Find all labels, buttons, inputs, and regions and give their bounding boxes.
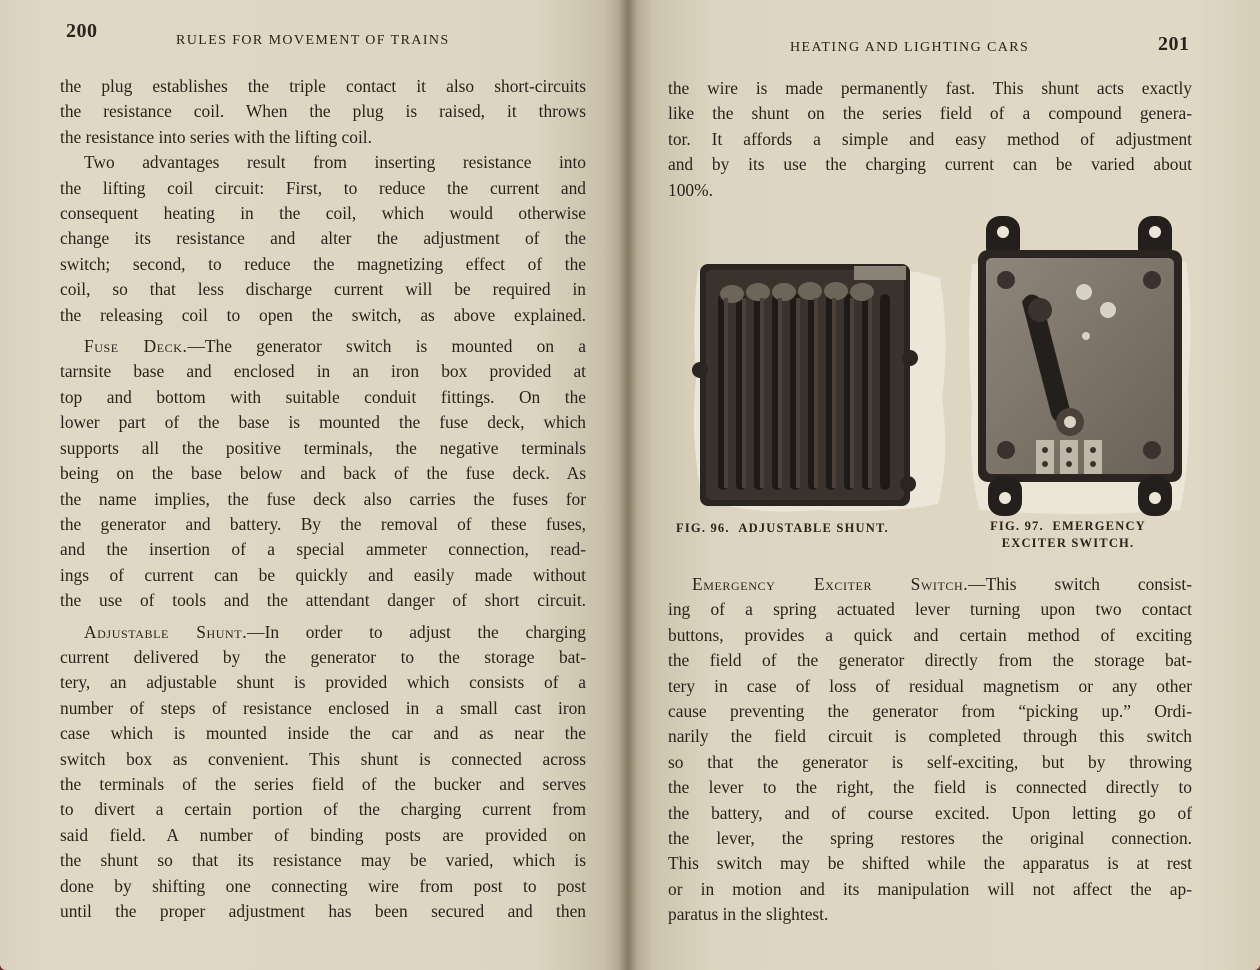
text-line: the generator and battery. By the removal of these fuses,	[60, 513, 586, 534]
paragraph-start-line	[60, 334, 586, 359]
text-line: the plug establishes the triple contact it also short-circuits	[60, 76, 586, 96]
adjustable-shunt-illustration	[688, 258, 950, 520]
text-line: the terminals of the series field of the bucker and serves	[60, 773, 586, 794]
text-line: to divert a certain portion of the charging current from	[60, 799, 586, 820]
text-line: tarnsite base and enclosed in an iron box provided at	[60, 361, 586, 382]
figure-97-number: FIG. 97.	[990, 519, 1044, 533]
right-top-text	[668, 76, 1192, 203]
text-line: like the shunt on the series field of a compound genera-	[668, 103, 1192, 124]
section-heading-emergency-exciter-switch: Emergency Exciter Switch.	[692, 574, 969, 594]
paragraph-start-line	[60, 620, 586, 645]
text-line: the lifting coil circuit: First, to reduce the current and	[60, 177, 586, 198]
text-line: switch; second, to reduce the magnetizing effect of the	[60, 253, 586, 274]
right-bottom-text	[668, 572, 1192, 928]
text-line: 100%.	[668, 179, 713, 200]
text-line: Two advantages result from inserting resistance into	[84, 152, 586, 173]
text-line: the use of tools and the attendant danger of short circuit.	[60, 590, 586, 611]
text-line: the lever, the spring restores the original connection.	[668, 828, 1192, 849]
text-line: tery in case of loss of residual magnetism or any other	[668, 675, 1192, 696]
text-line: the name implies, the fuse deck also carries the fuses for	[60, 488, 586, 509]
text-line: number of steps of resistance enclosed in a small cast iron	[60, 697, 586, 718]
text-line: paratus in the slightest.	[668, 904, 829, 925]
figure-96-number: FIG. 96.	[676, 521, 730, 535]
text-line: the resistance into series with the lifting coil.	[60, 126, 372, 147]
text-line: —The generator switch is mounted on a	[187, 336, 586, 357]
page-number: 200	[66, 20, 98, 42]
text-line: current delivered by the generator to the storage bat-	[60, 646, 586, 667]
figure-96-title: ADJUSTABLE SHUNT.	[738, 521, 889, 535]
text-line: —This switch consist-	[968, 574, 1192, 594]
text-line: until the proper adjustment has been secured and then	[60, 901, 586, 921]
text-line: the resistance coil. When the plug is raised, it throws	[60, 101, 586, 122]
text-line: the wire is made permanently fast. This shunt acts exactly	[668, 78, 1192, 98]
left-body-text	[60, 74, 586, 924]
text-line: —In order to adjust the charging	[247, 621, 586, 642]
section-heading-adjustable-shunt: Adjustable Shunt.	[84, 621, 248, 642]
text-line: the shunt so that its resistance may be varied, which is	[60, 850, 586, 871]
text-line: top and bottom with suitable conduit fittings. On the	[60, 386, 586, 407]
text-line: the lever to the right, the field is connected directly to	[668, 777, 1192, 798]
figure-plates	[688, 258, 1198, 520]
text-line: narily the field circuit is completed through this switch	[668, 726, 1192, 747]
left-page	[0, 0, 628, 970]
figure-96-caption	[676, 520, 938, 537]
text-line: the battery, and of course excited. Upon letting go of	[668, 802, 1192, 823]
text-line: the field of the generator directly from the storage bat-	[668, 650, 1192, 671]
text-line: being on the base below and back of the fuse deck. As	[60, 463, 586, 484]
text-line: tor. It affords a simple and easy method of adjustment	[668, 128, 1192, 149]
text-line: the releasing coil to open the switch, as above explained.	[60, 304, 586, 325]
text-line: consequent heating in the coil, which would otherwise	[60, 203, 586, 224]
figure-97-title-line1: EMERGENCY	[1052, 519, 1146, 533]
text-line: ing of a spring actuated lever turning upon two contact	[668, 599, 1192, 620]
text-line: buttons, provides a quick and certain method of exciting	[668, 624, 1192, 645]
text-line: cause preventing the generator from “picking up.” Ordi-	[668, 701, 1192, 722]
text-line: so that the generator is self-exciting, but by throwing	[668, 751, 1192, 772]
text-line: ings of current can be quickly and easily made without	[60, 564, 586, 585]
text-line: done by shifting one connecting wire from post to post	[60, 875, 586, 896]
text-line: supports all the positive terminals, the negative terminals	[60, 437, 586, 458]
text-line: lower part of the base is mounted the fuse deck, which	[60, 412, 586, 433]
text-line: change its resistance and alter the adjustment of the	[60, 228, 586, 249]
figure-97-caption	[968, 518, 1168, 552]
running-head: HEATING AND LIGHTING CARS	[790, 40, 1030, 55]
figure-97-title-line2: EXCITER SWITCH.	[1001, 536, 1135, 550]
text-line: case which is mounted inside the car and as near the	[60, 723, 586, 744]
text-line: and the insertion of a special ammeter connection, read-	[60, 539, 586, 560]
emergency-exciter-switch-illustration	[966, 214, 1198, 520]
text-line: and by its use the charging current can be varied about	[668, 154, 1192, 175]
paragraph-start-line	[668, 572, 1192, 597]
text-line: or in motion and its manipulation will not affect the ap-	[668, 878, 1192, 899]
text-line: tery, an adjustable shunt is provided which consists of a	[60, 672, 586, 693]
text-line: switch box as convenient. This shunt is connected across	[60, 748, 586, 769]
page-number: 201	[1158, 33, 1190, 55]
text-line: coil, so that less discharge current will be required in	[60, 279, 586, 300]
book-gutter	[618, 0, 638, 970]
section-heading-fuse-deck: Fuse Deck.	[84, 336, 188, 357]
text-line: This switch may be shifted while the apparatus is at rest	[668, 853, 1192, 874]
text-line: said field. A number of binding posts are provided on	[60, 824, 586, 845]
running-head: RULES FOR MOVEMENT OF TRAINS	[176, 33, 450, 48]
